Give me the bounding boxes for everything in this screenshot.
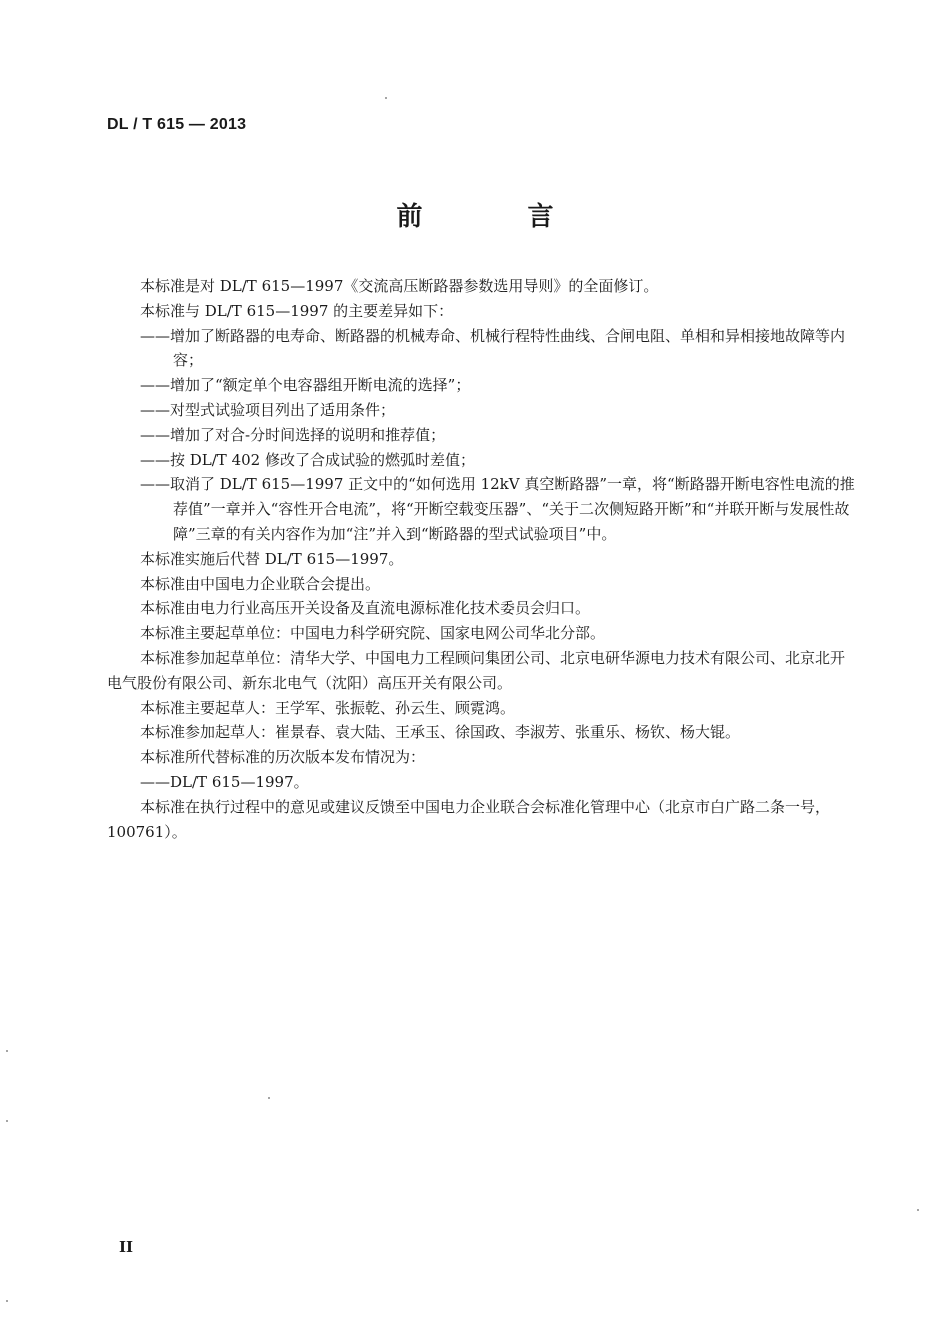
scan-speck [268,1097,270,1099]
paragraph: 本标准参加起草单位：清华大学、中国电力工程顾问集团公司、北京电研华源电力技术有限公司、北京北开电气股份有限公司、新东北电气（沈阳）高压开关有限公司。 [107,648,846,692]
paragraph: 本标准由电力行业高压开关设备及直流电源标准化技术委员会归口。 [140,599,591,618]
paragraph: ——DL/T 615—1997。 [140,772,309,791]
paragraph: 本标准主要起草单位：中国电力科学研究院、国家电网公司华北分部。 [140,624,606,643]
dash-list-item: ——增加了断路器的电寿命、断路器的机械寿命、机械行程特性曲线、合闸电阻、单相和异相接地故障等内容； [140,326,846,370]
paragraph: 本标准参加起草人：崔景春、袁大陆、王承玉、徐国政、李淑芳、张重乐、杨钦、杨大锟。 [140,723,741,742]
scan-speck [6,1120,8,1122]
page-title: 前 言 [396,202,602,232]
dash-list-item: ——对型式试验项目列出了适用条件； [140,400,396,419]
paragraph: 本标准是对 DL/T 615—1997《交流高压断路器参数选用导则》的全面修订。 [140,277,659,295]
page-number: II [119,1238,134,1256]
paragraph: 本标准所代替标准的历次版本发布情况为： [140,748,426,767]
paragraph: 本标准与 DL/T 615—1997 的主要差异如下： [140,301,454,320]
foreword-body [107,274,859,844]
scan-speck [6,1050,8,1052]
scan-speck [385,97,387,99]
dash-list-item: ——取消了 DL/T 615—1997 正文中的“如何选用 12kV 真空断路器”一章，将“断路器开断电容性电流的推荐值”一章并入“容性开合电流”，将“开断空载变压器”、“关于二次侧短路开断”和“并联开断与发展性故障”三章的有关内容作为加“注”并入到“断路器的型式试验项目”中。 [140,475,855,543]
paragraph: 本标准实施后代替 DL/T 615—1997。 [140,549,404,568]
paragraph: 本标准由中国电力企业联合会提出。 [140,574,381,593]
dash-list-item: ——增加了对合-分时间选择的说明和推荐值； [140,425,446,444]
paragraph: 本标准在执行过程中的意见或建议反馈至中国电力企业联合会标准化管理中心（北京市白广路二条一号，100761）。 [107,797,831,841]
scan-speck [917,1209,919,1211]
scan-speck [6,1300,8,1302]
dash-list-item: ——按 DL/T 402 修改了合成试验的燃弧时差值； [140,450,475,469]
document-code: DL / T 615 — 2013 [107,116,247,133]
paragraph: 本标准主要起草人：王学军、张振乾、孙云生、顾霓鸿。 [140,698,516,717]
dash-list-item: ——增加了“额定单个电容器组开断电流的选择”； [140,376,471,395]
